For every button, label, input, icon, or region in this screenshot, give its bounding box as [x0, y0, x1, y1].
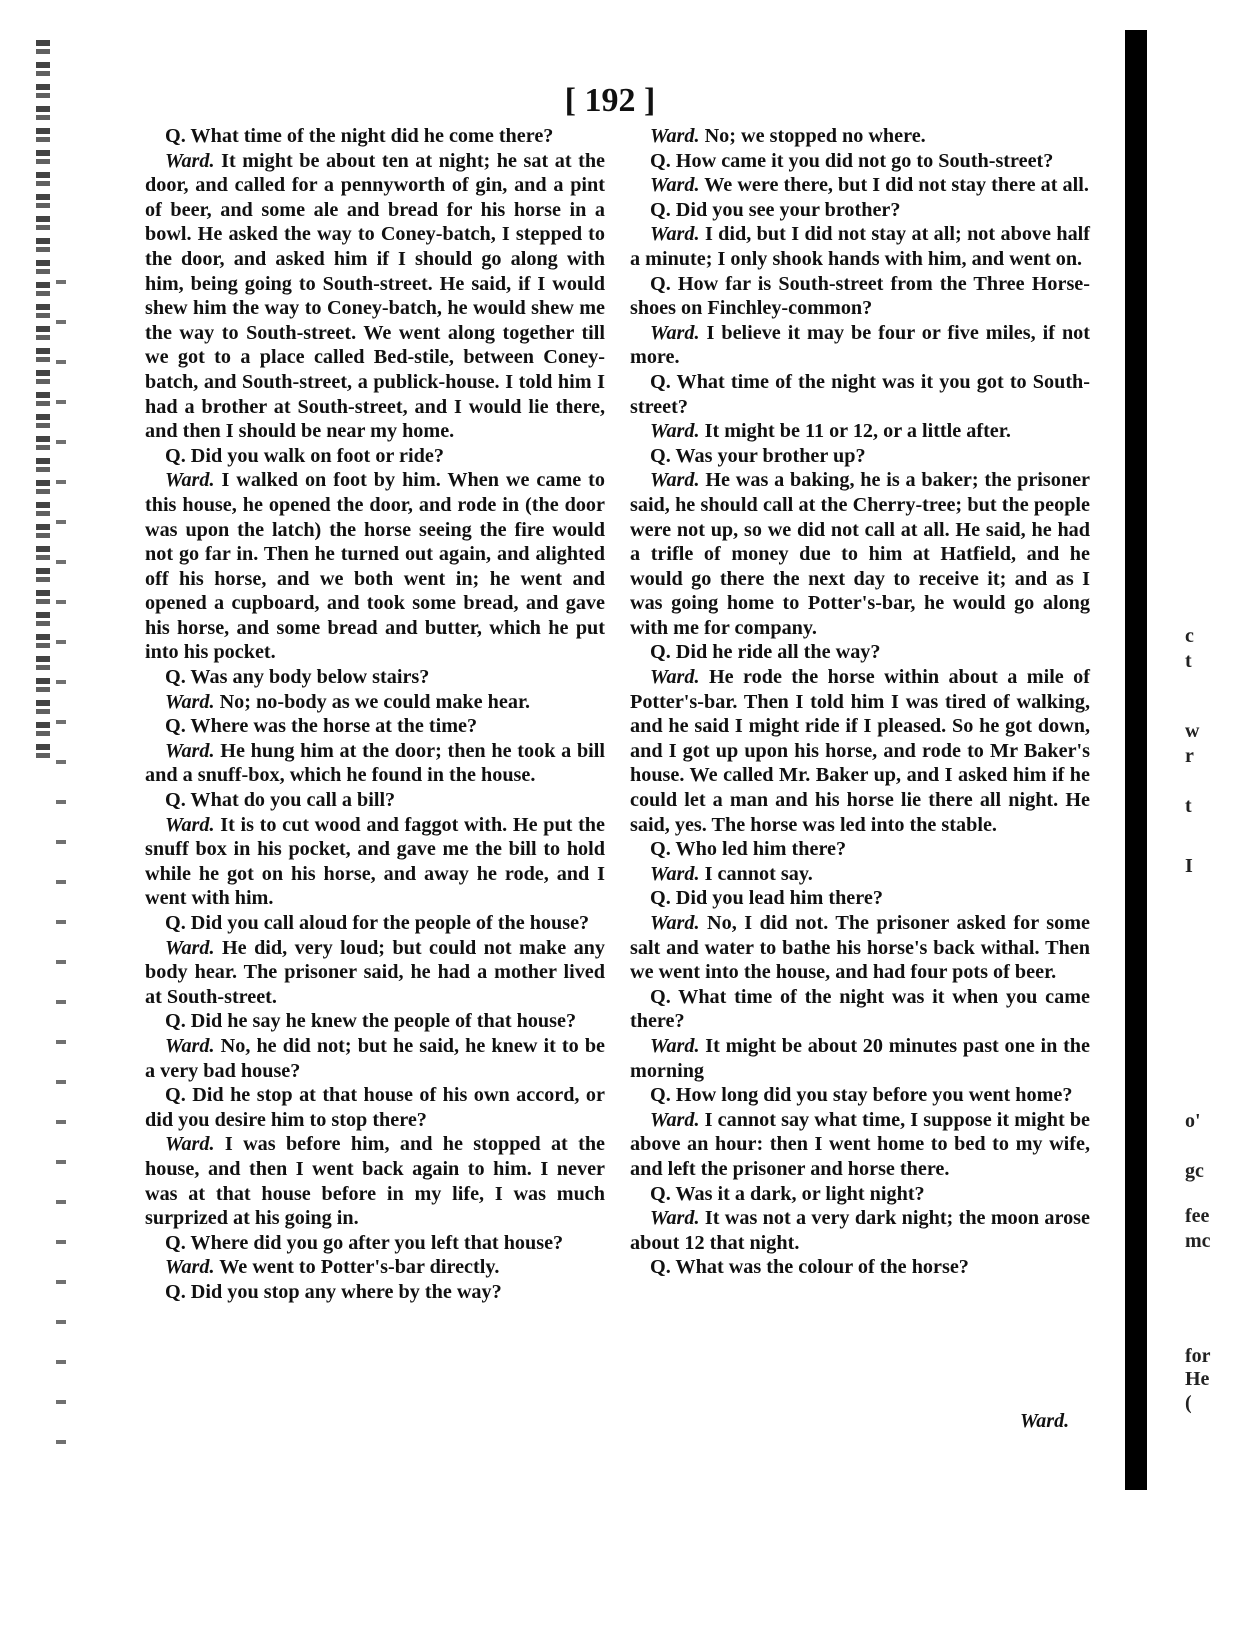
paragraph-text: Q. What time of the night was it you got to South-street?: [630, 370, 1090, 418]
answer-paragraph: [630, 124, 1090, 149]
paragraph-text: Q. Did he say he knew the people of that house?: [165, 1010, 577, 1033]
speaker-name: Ward.: [165, 1034, 215, 1057]
answer-paragraph: [145, 149, 605, 444]
speaker-name: Ward.: [165, 149, 215, 172]
paragraph-text: Q. How came it you did not go to South-street?: [650, 149, 1054, 172]
left-column: [145, 124, 605, 1305]
bleed-through-glyph: r: [1185, 745, 1194, 767]
answer-paragraph: [145, 468, 605, 665]
paragraph-text: I cannot say what time, I suppose it might be above an hour: then I went home to bed to my wife, and left the prisoner and horse there.: [630, 1108, 1091, 1180]
speaker-name: Ward.: [165, 690, 215, 713]
question-paragraph: [630, 985, 1090, 1034]
question-paragraph: [145, 124, 605, 149]
bleed-through-glyph: fee: [1185, 1205, 1210, 1227]
answer-paragraph: [630, 1206, 1090, 1255]
question-paragraph: [630, 1083, 1090, 1108]
answer-paragraph: [145, 1132, 605, 1230]
bleed-through-glyph: gc: [1185, 1160, 1204, 1182]
paragraph-text: He was a baking, he is a baker; the prisoner said, he should call at the Cherry-tree; but the people were not up, so we did not call at all. He said, he had a trifle of money due to him at Hatfield, and he would go there the next day to receive it; and as I was going home to Potter's-bar, he would go along with me for company.: [630, 469, 1090, 639]
speaker-name: Ward.: [165, 469, 215, 492]
answer-paragraph: [145, 690, 605, 715]
bleed-through-glyph: w: [1185, 720, 1200, 742]
bleed-through-glyph: o': [1185, 1110, 1201, 1132]
speaker-name: Ward.: [165, 739, 215, 762]
question-paragraph: [630, 1255, 1090, 1280]
bleed-through-glyph: mc: [1185, 1230, 1211, 1252]
answer-paragraph: [630, 665, 1090, 837]
question-paragraph: [630, 837, 1090, 862]
question-paragraph: [145, 1009, 605, 1034]
paragraph-text: Q. Where was the horse at the time?: [165, 715, 478, 738]
paragraph-text: Q. Did he stop at that house of his own accord, or did you desire him to stop there?: [145, 1084, 605, 1131]
paragraph-text: Q. What time of the night was it when you came there?: [630, 985, 1090, 1033]
answer-paragraph: [630, 222, 1090, 271]
catchword: Ward.: [1020, 1410, 1070, 1432]
paragraph-text: It was not a very dark night; the moon arose about 12 that night.: [630, 1207, 1090, 1254]
speaker-name: Ward.: [650, 223, 700, 246]
speaker-name: Ward.: [650, 469, 700, 492]
bleed-through-glyph: c: [1185, 625, 1194, 647]
paragraph-text: Q. Did he ride all the way?: [650, 641, 881, 664]
answer-paragraph: [145, 1255, 605, 1280]
paragraph-text: Q. How long did you stay before you went home?: [650, 1084, 1073, 1107]
paragraph-text: Q. What do you call a bill?: [165, 789, 396, 812]
speaker-name: Ward.: [650, 420, 700, 443]
speaker-name: Ward.: [650, 862, 700, 885]
question-paragraph: [630, 272, 1090, 321]
speaker-name: Ward.: [165, 936, 215, 959]
speaker-name: Ward.: [650, 174, 700, 197]
paragraph-text: He hung him at the door; then he took a bill and a snuff-box, which he found in the house.: [145, 739, 606, 787]
paragraph-text: Q. Did you see your brother?: [650, 198, 901, 221]
paragraph-text: We went to Potter's-bar directly.: [219, 1256, 500, 1279]
speaker-name: Ward.: [650, 666, 700, 689]
speaker-name: Ward.: [650, 912, 700, 934]
question-paragraph: [630, 198, 1090, 223]
paragraph-text: It might be about 20 minutes past one in the morning: [630, 1034, 1090, 1082]
paragraph-text: Q. Did you lead him there?: [650, 887, 883, 910]
question-paragraph: [145, 788, 605, 813]
paragraph-text: I did, but I did not stay at all; not above half a minute; I only shook hands with him, and went on.: [630, 223, 1091, 270]
paragraph-text: I believe it may be four or five miles, if not more.: [630, 321, 1090, 369]
scan-edge-marks: [56, 280, 66, 1480]
paragraph-text: Q. Who led him there?: [650, 838, 847, 861]
answer-paragraph: [630, 419, 1090, 444]
paragraph-text: No; no-body as we could make hear.: [219, 690, 531, 713]
bleed-through-glyph: t: [1185, 795, 1192, 817]
speaker-name: Ward.: [650, 1207, 700, 1230]
paragraph-text: He did, very loud; but could not make any body hear. The prisoner said, he had a mother lived at South-street.: [145, 936, 605, 1008]
question-paragraph: [630, 149, 1090, 174]
answer-paragraph: [630, 911, 1090, 985]
question-paragraph: [145, 665, 605, 690]
speaker-name: Ward.: [165, 1256, 215, 1279]
paragraph-text: Q. Was your brother up?: [650, 444, 866, 467]
bleed-through-glyph: (: [1185, 1392, 1192, 1414]
paragraph-text: Q. Where did you go after you left that house?: [165, 1231, 564, 1254]
question-paragraph: [145, 444, 605, 469]
question-paragraph: [630, 886, 1090, 911]
paragraph-text: Q. Was it a dark, or light night?: [650, 1182, 925, 1205]
speaker-name: Ward.: [650, 125, 700, 147]
scan-edge-left: [36, 40, 50, 760]
question-paragraph: [145, 1280, 605, 1305]
answer-paragraph: [145, 1034, 605, 1083]
paragraph-text: No, I did not. The prisoner asked for some salt and water to bathe his horse's back withal. Then we went into the house, and had four pots of beer.: [630, 912, 1090, 984]
speaker-name: Ward.: [165, 1133, 215, 1156]
paragraph-text: Q. Was any body below stairs?: [165, 666, 430, 689]
answer-paragraph: [630, 468, 1090, 640]
question-paragraph: [630, 370, 1090, 419]
paragraph-text: It might be 11 or 12, or a little after.: [704, 420, 1011, 443]
paragraph-text: No, he did not; but he said, he knew it to be a very bad house?: [145, 1034, 606, 1082]
scan-edge-right: [1125, 30, 1147, 1490]
answer-paragraph: [145, 739, 605, 788]
paragraph-text: He rode the horse within about a mile of Potter's-bar. Then I told him I was tired of walking, and he said I might ride if I pleased. So he got down, and I got up upon his horse, and rode to Mr Baker's house. We called Mr. Baker up, and I asked him if he could let a man and his horse lie there all night. He said, yes. The horse was led into the stable.: [630, 666, 1090, 836]
speaker-name: Ward.: [650, 321, 700, 344]
bleed-through-glyph: I: [1185, 855, 1193, 877]
answer-paragraph: [630, 173, 1090, 198]
paragraph-text: We were there, but I did not stay there at all.: [704, 174, 1089, 197]
paragraph-text: Q. Did you call aloud for the people of the house?: [165, 912, 590, 934]
answer-paragraph: [630, 321, 1090, 370]
paragraph-text: It might be about ten at night; he sat at the door, and called for a pennyworth of gin, and a pint of beer, and some ale and bread for his horse in a bowl. He asked the way to Coney-batch, I stepped to the door, and asked him if I should go along with him, being going to South-street. He said, if I would shew him the way to Coney-batch, he would shew me the way to South-street. We went along together till we got to a place called Bed-stile, between Coney-batch, and South-street, a publick-house. I told him I had a brother at South-street, and I would lie there, and then I should be near my home.: [145, 149, 606, 443]
paragraph-text: I was before him, and he stopped at the house, and then I went back again to him. I never was at that house before in my life, I was much surprized at his going in.: [145, 1133, 606, 1230]
speaker-name: Ward.: [165, 813, 215, 836]
right-column: [630, 124, 1090, 1280]
paragraph-text: It is to cut wood and faggot with. He put the snuff box in his pocket, and gave me the bill to hold while he got on his horse, and away he rode, and I went with him.: [145, 813, 605, 910]
question-paragraph: [145, 911, 605, 936]
paragraph-text: Q. How far is South-street from the Three Horse-shoes on Finchley-common?: [630, 272, 1090, 320]
answer-paragraph: [145, 813, 605, 911]
answer-paragraph: [145, 936, 605, 1010]
paragraph-text: No; we stopped no where.: [704, 125, 926, 147]
speaker-name: Ward.: [650, 1108, 700, 1131]
question-paragraph: [630, 444, 1090, 469]
bleed-through-glyph: t: [1185, 650, 1192, 672]
paragraph-text: Q. Did you walk on foot or ride?: [165, 444, 444, 467]
paragraph-text: Q. What time of the night did he come there?: [165, 125, 554, 147]
paragraph-text: Q. Did you stop any where by the way?: [165, 1280, 502, 1303]
bleed-through-glyph: He: [1185, 1368, 1210, 1390]
question-paragraph: [145, 1231, 605, 1256]
answer-paragraph: [630, 862, 1090, 887]
question-paragraph: [145, 1083, 605, 1132]
answer-paragraph: [630, 1108, 1090, 1182]
question-paragraph: [630, 640, 1090, 665]
paragraph-text: I walked on foot by him. When we came to this house, he opened the door, and rode in (the door was upon the latch) the horse seeing the fire would not go far in. Then he turned out again, and alighted off his horse, and we both went in; he went and opened a cupboard, and took some bread, and gave his horse, and some bread and butter, which he put into his pocket.: [145, 469, 605, 664]
paragraph-text: I cannot say.: [704, 862, 813, 885]
bleed-through-glyph: for: [1185, 1345, 1211, 1367]
answer-paragraph: [630, 1034, 1090, 1083]
question-paragraph: [145, 714, 605, 739]
speaker-name: Ward.: [650, 1034, 700, 1057]
page-number: [ 192 ]: [564, 82, 656, 119]
paragraph-text: Q. What was the colour of the horse?: [650, 1256, 969, 1279]
question-paragraph: [630, 1182, 1090, 1207]
